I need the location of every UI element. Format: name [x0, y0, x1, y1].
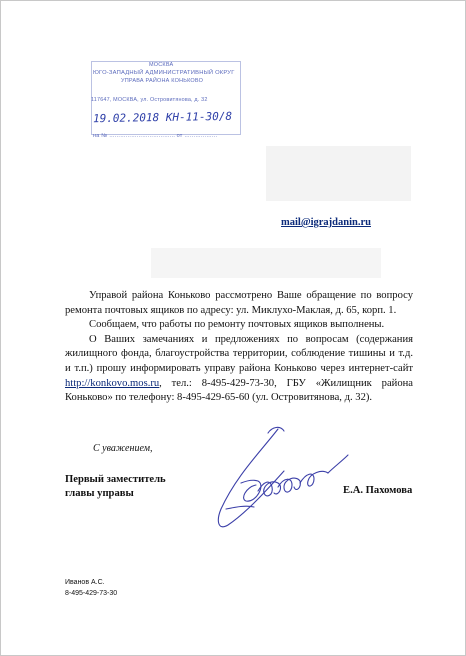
signer-position-line-1: Первый заместитель	[65, 474, 166, 485]
stamp-address: 117647, МОСКВА, ул. Островитянова, д. 32	[91, 97, 208, 103]
body-paragraph-1: Управой района Коньково рассмотрено Ваше обращение по вопросу ремонта почтовых ящиков по адресу: ул. Миклухо-Маклая, д. 65, корп. 1.	[65, 290, 413, 316]
executor-phone: 8-495-429-73-30	[65, 590, 118, 597]
body-paragraph-3-text: О Ваших замечаниях и предложениях по вопросам (содержания жилищного фонда, благоустройства территории, соблюдение тишины и т.д. и т.п.) прошу информировать управу района Коньково через интернет-сайт	[65, 333, 413, 374]
stamp-reference-line	[93, 133, 217, 139]
redacted-salutation-block	[151, 248, 381, 278]
letter-body	[65, 289, 413, 406]
body-paragraph-3-tail: , тел.: 8-495-429-73-30, ГБУ «Жилищник района Коньково» по телефону: 8-495-429-65-60 (ул. Островитянова, д. 32).	[65, 377, 413, 404]
stamp-registration-number: 19.02.2018 КН-11-30/8	[92, 109, 233, 126]
stamp-city: МОСКВА	[149, 62, 174, 68]
website-link[interactable]: http://konkovo.mos.ru	[65, 377, 160, 389]
signer-name: Е.А. Пахомова	[343, 485, 413, 496]
signer-position-line-2: главы управы	[65, 488, 134, 499]
stamp-dots: ………………………………	[109, 133, 177, 139]
body-paragraph-3	[65, 333, 413, 406]
redacted-addressee-block	[266, 146, 411, 201]
stamp-office: УПРАВА РАЙОНА КОНЬКОВО	[121, 78, 204, 84]
stamp-ref-prefix: на №	[93, 133, 108, 139]
stamp-district: ЮГО-ЗАПАДНЫЙ АДМИНИСТРАТИВНЫЙ ОКРУГ	[93, 70, 235, 76]
stamp-dots-2: ………………	[184, 133, 218, 139]
registration-stamp	[91, 61, 241, 149]
executor-name: Иванов А.С.	[65, 579, 105, 586]
stamp-ref-from: от	[176, 133, 183, 139]
handwritten-signature	[206, 421, 356, 536]
recipient-email[interactable]: mail@igrajdanin.ru	[281, 217, 371, 228]
closing-regards: С уважением,	[93, 443, 153, 454]
body-paragraph-2: Сообщаем, что работы по ремонту почтовых ящиков выполнены.	[89, 319, 385, 331]
